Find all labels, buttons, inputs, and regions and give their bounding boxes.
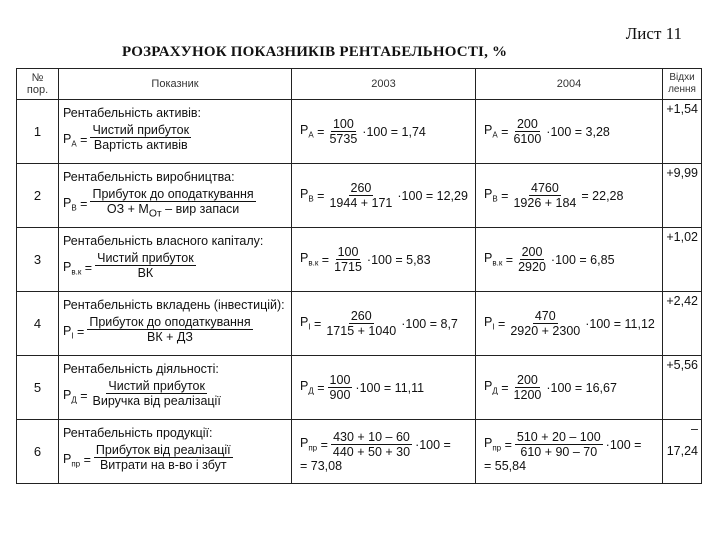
calc-symbol xyxy=(484,251,502,268)
indicator-cell xyxy=(59,356,292,420)
calc-denominator: 900 xyxy=(329,388,351,402)
table-row xyxy=(17,420,702,484)
calc-fraction xyxy=(324,309,398,338)
calc-symbol xyxy=(300,315,311,332)
value-2004-cell xyxy=(476,420,663,484)
indicator-name: Рентабельність активів: xyxy=(63,105,201,120)
symbol-sub: І xyxy=(492,322,495,332)
indicator-name: Рентабельність діяльності: xyxy=(63,361,219,376)
deviation-cell xyxy=(663,100,702,164)
denominator-sub: От xyxy=(148,208,162,220)
calc-symbol xyxy=(300,436,317,453)
calc-numerator: 470 xyxy=(534,309,556,323)
calc-fraction xyxy=(327,117,359,146)
denominator-text: Виручка від реалізації xyxy=(92,393,221,408)
formula-fraction xyxy=(94,443,233,478)
calc-symbol xyxy=(300,379,314,396)
table-row xyxy=(17,292,702,356)
deviation-value: +5,56 xyxy=(666,358,698,372)
indicator-cell xyxy=(59,164,292,228)
formula-denominator xyxy=(145,330,195,350)
deviation-cell xyxy=(663,228,702,292)
symbol-sub: в.к xyxy=(492,258,503,268)
formula-symbol xyxy=(63,132,77,149)
calc-2003: $Р_В$ = $\frac{260}{1944 + 171}$ ·100 = 12,29 xyxy=(300,181,468,210)
symbol-main: Р xyxy=(300,315,309,330)
deviation-value: +1,54 xyxy=(666,102,698,116)
symbol-main: Р xyxy=(484,315,493,330)
calc-2003: $Р_Д$ = $\frac{100}{900}$ ·100 = 11,11 xyxy=(300,373,425,402)
value-2004-cell xyxy=(476,164,663,228)
symbol-main: Р xyxy=(484,379,493,394)
calc-fraction xyxy=(511,117,543,146)
symbol-main: Р xyxy=(63,451,72,466)
formula-fraction xyxy=(90,187,255,222)
symbol-main: Р xyxy=(484,123,493,138)
indicator-cell xyxy=(59,100,292,164)
calc-symbol xyxy=(300,187,314,204)
value-2004-cell xyxy=(476,292,663,356)
symbol-sub: пр xyxy=(71,459,81,469)
header-num-line2: пор. xyxy=(26,84,49,96)
calc-denominator: 1926 + 184 xyxy=(513,196,577,210)
formula-numerator: Прибуток до оподаткування xyxy=(89,314,251,329)
calc-denominator: 1200 xyxy=(513,388,542,402)
calc-numerator: 200 xyxy=(521,245,543,259)
symbol-main: Р xyxy=(63,131,72,146)
symbol-main: Р xyxy=(63,323,72,338)
symbol-main: Р xyxy=(63,387,72,402)
header-num xyxy=(17,69,59,100)
formula-numerator: Чистий прибуток xyxy=(97,250,194,265)
calc-symbol xyxy=(300,123,314,140)
calc-fraction xyxy=(331,430,412,459)
formula-denominator xyxy=(91,394,223,414)
indicator-formula: $Р_І$ = $\frac{\text{Прибуток до оподаткування}}{ВК + ДЗ}$ xyxy=(63,315,256,350)
value-2004-cell xyxy=(476,228,663,292)
formula-numerator: Прибуток від реалізації xyxy=(95,442,231,457)
symbol-sub: Д xyxy=(492,386,498,396)
value-2003-cell xyxy=(292,164,476,228)
calc-fraction xyxy=(508,309,582,338)
header-deviation xyxy=(663,69,702,100)
table-row xyxy=(17,164,702,228)
calc-fraction xyxy=(515,430,603,459)
row-number: 6 xyxy=(17,420,59,484)
calc-2004: $Р_{пр}$ = $\frac{510 + 20 - 100}{610 + 90 - 70}$ ·100 = xyxy=(484,430,642,459)
deviation-value-line2: 17,24 xyxy=(666,444,698,458)
calc-numerator: 200 xyxy=(516,117,538,131)
indicator-formula: $Р_В$ = $\frac{\text{Прибуток до оподаткування}}{ОЗ + М_{От} - вир запаси}$ xyxy=(63,186,254,220)
table-row xyxy=(17,100,702,164)
calc-symbol xyxy=(484,123,498,140)
formula-fraction xyxy=(90,123,191,158)
calc-denominator: 1715 xyxy=(334,260,362,274)
symbol-sub: пр xyxy=(492,443,502,453)
symbol-sub: В xyxy=(71,203,77,213)
formula-denominator xyxy=(136,266,156,286)
symbol-sub: А xyxy=(308,130,314,140)
indicator-name: Рентабельність продукції: xyxy=(63,425,213,440)
symbol-sub: В xyxy=(308,194,314,204)
deviation-cell xyxy=(663,420,702,484)
denominator-tail: – вир запаси xyxy=(161,201,240,216)
symbol-main: Р xyxy=(63,259,72,274)
symbol-main: Р xyxy=(300,123,309,138)
calc-result: ·100 = 3,28 xyxy=(546,124,610,139)
indicator-formula: $Р_{в.к}$ = $\frac{\text{Чистий прибуток}}{ВК}$ xyxy=(63,251,199,286)
symbol-sub: Д xyxy=(71,395,77,405)
symbol-sub: І xyxy=(308,322,311,332)
value-2003-cell xyxy=(292,228,476,292)
table-row xyxy=(17,356,702,420)
formula-symbol xyxy=(63,388,77,405)
calc-2004: $Р_А$ = $\frac{200}{6100}$ ·100 = 3,28 xyxy=(484,117,610,146)
indicator-name: Рентабельність власного капіталу: xyxy=(63,233,264,248)
symbol-main: Р xyxy=(484,251,493,266)
page-title: РОЗРАХУНОК ПОКАЗНИКІВ РЕНТАБЕЛЬНОСТІ, % xyxy=(122,44,508,60)
header-2003: 2003 xyxy=(292,69,476,100)
indicator-cell xyxy=(59,228,292,292)
deviation-cell xyxy=(663,356,702,420)
value-2003-cell xyxy=(292,420,476,484)
calc-result: ·100 = xyxy=(605,437,642,452)
calc-result-line2: = 55,84 xyxy=(484,459,527,473)
calc-2004: $Р_В$ = $\frac{4760}{1926 + 184}$ = 22,28 xyxy=(484,181,624,210)
header-indicator: Показник xyxy=(59,69,292,100)
calc-result: ·100 = 11,11 xyxy=(355,380,425,395)
denominator-text: ВК xyxy=(137,265,154,280)
symbol-sub: І xyxy=(71,331,74,341)
calc-numerator: 100 xyxy=(329,373,351,387)
symbol-sub: А xyxy=(71,139,77,149)
calc-symbol xyxy=(484,379,498,396)
calc-numerator: 260 xyxy=(350,181,372,195)
deviation-cell xyxy=(663,292,702,356)
calc-numerator: 510 + 20 – 100 xyxy=(516,430,601,444)
deviation-value: +1,02 xyxy=(666,230,698,244)
calc-denominator: 610 + 90 – 70 xyxy=(520,445,598,459)
calc-fraction xyxy=(511,181,578,210)
header-num-line1: № xyxy=(31,72,44,84)
deviation-value: +2,42 xyxy=(666,294,698,308)
row-number: 3 xyxy=(17,228,59,292)
symbol-main: Р xyxy=(300,187,309,202)
calc-numerator: 200 xyxy=(517,373,538,387)
calc-denominator: 1715 + 1040 xyxy=(326,324,397,338)
profitability-table xyxy=(16,68,702,484)
symbol-sub: Д xyxy=(308,386,314,396)
calc-2003: $Р_І$ = $\frac{260}{1715 + 1040}$ ·100 = 8,7 xyxy=(300,309,458,338)
calc-denominator: 6100 xyxy=(513,132,542,146)
calc-fraction xyxy=(332,245,364,274)
row-number: 4 xyxy=(17,292,59,356)
calc-symbol xyxy=(300,251,318,268)
calc-result-line2: = 73,08 xyxy=(300,459,343,473)
symbol-main: Р xyxy=(484,187,493,202)
table-row xyxy=(17,228,702,292)
calc-numerator: 100 xyxy=(337,245,359,259)
calc-result: = 22,28 xyxy=(581,188,624,203)
calc-fraction xyxy=(327,181,394,210)
sheet-label: Лист 11 xyxy=(625,24,682,43)
formula-fraction xyxy=(87,315,252,350)
denominator-text: ОЗ + М xyxy=(106,201,149,216)
calc-numerator: 260 xyxy=(350,309,372,323)
formula-numerator: Чистий прибуток xyxy=(92,122,190,137)
indicator-formula: $Р_Д$ = $\frac{\text{Чистий прибуток}}{\text{Виручка від реалізації}}$ xyxy=(63,379,226,414)
deviation-cell xyxy=(663,164,702,228)
calc-result: ·100 = 11,12 xyxy=(585,316,655,331)
header-deviation-line2: лення xyxy=(668,84,696,95)
calc-2004: $Р_Д$ = $\frac{200}{1200}$ ·100 = 16,67 xyxy=(484,373,617,402)
formula-numerator: Чистий прибуток xyxy=(108,378,205,393)
symbol-sub: В xyxy=(492,194,498,204)
denominator-text: Витрати на в-во і збут xyxy=(99,457,227,472)
symbol-main: Р xyxy=(63,195,72,210)
value-2003-cell xyxy=(292,356,476,420)
value-2003-cell xyxy=(292,292,476,356)
value-2004-cell xyxy=(476,356,663,420)
row-number: 2 xyxy=(17,164,59,228)
denominator-text: Вартість активів xyxy=(93,137,188,152)
deviation-value: – xyxy=(691,422,698,436)
header-deviation-line1: Відхи xyxy=(669,72,695,83)
calc-numerator: 430 + 10 – 60 xyxy=(333,430,410,444)
denominator-text: ВК + ДЗ xyxy=(147,329,193,344)
calc-2004: $Р_{в.к}$ = $\frac{200}{2920}$ ·100 = 6,85 xyxy=(484,245,615,274)
calc-result: ·100 = 5,83 xyxy=(366,252,431,267)
formula-denominator xyxy=(105,202,241,222)
symbol-main: Р xyxy=(300,379,309,394)
calc-symbol xyxy=(484,315,495,332)
calc-result: ·100 = 12,29 xyxy=(397,188,468,203)
calc-denominator: 2920 xyxy=(518,260,546,274)
formula-denominator xyxy=(92,138,190,158)
formula-fraction xyxy=(91,379,223,414)
formula-symbol xyxy=(63,452,80,469)
deviation-value: +9,99 xyxy=(666,166,698,180)
formula-fraction xyxy=(95,251,196,286)
calc-result: ·100 = 1,74 xyxy=(362,124,426,139)
indicator-cell xyxy=(59,420,292,484)
indicator-formula: $Р_{пр}$ = $\frac{\text{Прибуток від реалізації}}{\text{Витрати на в-во і збут}}$ xyxy=(63,443,236,478)
calc-result: ·100 = 6,85 xyxy=(550,252,615,267)
value-2004-cell xyxy=(476,100,663,164)
indicator-formula: $Р_А$ = $\frac{\text{Чистий прибуток}}{\text{Вартість активів}}$ xyxy=(63,123,194,158)
calc-denominator: 440 + 50 + 30 xyxy=(332,445,411,459)
formula-symbol xyxy=(63,260,81,277)
formula-symbol xyxy=(63,324,74,341)
calc-2004: $Р_І$ = $\frac{470}{2920 + 2300}$ ·100 = 11,12 xyxy=(484,309,655,338)
calc-2003: $Р_А$ = $\frac{100}{5735}$ ·100 = 1,74 xyxy=(300,117,426,146)
symbol-sub: пр xyxy=(308,443,318,453)
calc-numerator: 4760 xyxy=(531,181,559,195)
header-2004: 2004 xyxy=(476,69,663,100)
table-header-row xyxy=(17,69,702,100)
calc-symbol xyxy=(484,436,501,453)
indicator-name: Рентабельність вкладень (інвестицій): xyxy=(63,297,285,312)
value-2003-cell xyxy=(292,100,476,164)
symbol-sub: в.к xyxy=(308,258,319,268)
formula-numerator: Прибуток до оподаткування xyxy=(92,186,254,201)
symbol-main: Р xyxy=(300,251,309,266)
calc-fraction xyxy=(328,373,353,402)
symbol-sub: в.к xyxy=(71,267,82,277)
calc-denominator: 5735 xyxy=(329,132,358,146)
formula-symbol xyxy=(63,196,77,213)
calc-numerator: 100 xyxy=(332,117,354,131)
formula-denominator xyxy=(98,458,229,478)
calc-2003: $Р_{в.к}$ = $\frac{100}{1715}$ ·100 = 5,83 xyxy=(300,245,431,274)
indicator-name: Рентабельність виробництва: xyxy=(63,169,235,184)
calc-result: ·100 = 8,7 xyxy=(401,316,458,331)
calc-result: ·100 = 16,67 xyxy=(546,380,617,395)
calc-denominator: 1944 + 171 xyxy=(329,196,393,210)
symbol-sub: А xyxy=(492,130,498,140)
symbol-main: Р xyxy=(484,436,493,451)
row-number: 5 xyxy=(17,356,59,420)
calc-fraction xyxy=(512,373,544,402)
calc-result: ·100 = xyxy=(415,437,451,452)
calc-2003: $Р_{пр}$ = $\frac{430 + 10 - 60}{440 + 50 + 30}$ ·100 = xyxy=(300,430,451,459)
indicator-cell xyxy=(59,292,292,356)
symbol-main: Р xyxy=(300,436,309,451)
calc-symbol xyxy=(484,187,498,204)
calc-denominator: 2920 + 2300 xyxy=(510,324,581,338)
row-number: 1 xyxy=(17,100,59,164)
calc-fraction xyxy=(516,245,548,274)
